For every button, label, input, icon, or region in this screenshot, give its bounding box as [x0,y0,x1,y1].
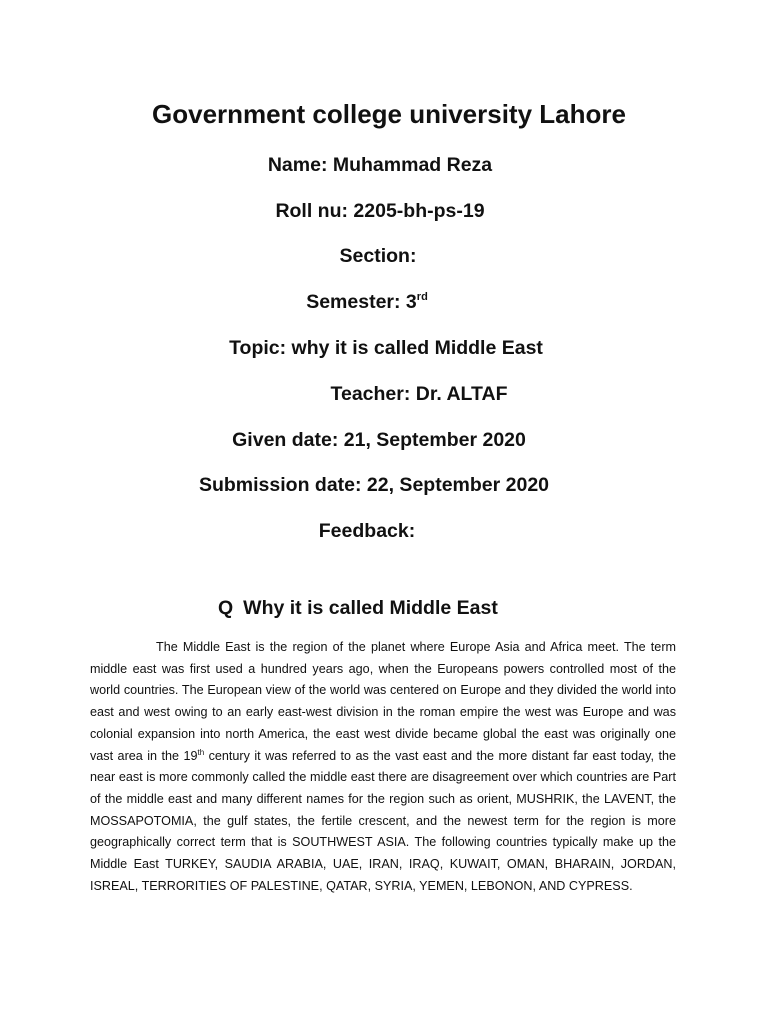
semester-superscript: rd [416,290,428,303]
semester-line [306,289,428,315]
answer-paragraph [90,637,676,897]
answer-superscript: th [197,747,205,757]
given-date-line: Given date: 21, September 2020 [232,429,526,451]
question-heading [218,595,498,621]
topic-line: Topic: why it is called Middle East [229,337,543,359]
teacher-line: Teacher: Dr. ALTAF [330,383,508,405]
document-title: Government college university Lahore [152,99,626,129]
feedback-label: Feedback: [318,520,416,542]
semester-label: Semester: 3 [306,291,417,313]
question-marker: Q [218,597,234,619]
answer-text-part2: century it was referred to as the vast east and the more distant far east today, the near east is more commonly called the middle east there are disagreement over which countries are Part of the middle east and many different names for the region such as orient, MUSHRIK, the LAVENT, the MOSSAPOTOMIA, the gulf states, the fertile crescent, and the newest term for the region is more geographically correct term that is SOUTHWEST ASIA. The following countries typically make up the Middle East TURKEY, SAUDIA ARABIA, UAE, IRAN, IRAQ, KUWAIT, OMAN, BHARAIN, JORDAN, ISREAL, TERRORITIES OF PALESTINE, QATAR, SYRIA, YEMEN, LEBONON, AND CYPRESS. [90,748,676,893]
roll-number: Roll nu: 2205-bh-ps-19 [275,200,485,222]
answer-text-part1: The Middle East is the region of the planet where Europe Asia and Africa meet. The term middle east was first used a hundred years ago, when the Europeans powers controlled most of the world countries. The European view of the world was centered on Europe and they divided the world into east and west owing to an early east-west division in the roman empire the west was Europe and was colonial expansion into north America, the east west divide became global the east was originally one vast area in the 19 [90,640,676,763]
student-name: Name: Muhammad Reza [267,154,493,176]
question-text: Why it is called Middle East [243,597,498,619]
submission-date-line: Submission date: 22, September 2020 [198,474,550,496]
section-label: Section: [339,245,417,267]
